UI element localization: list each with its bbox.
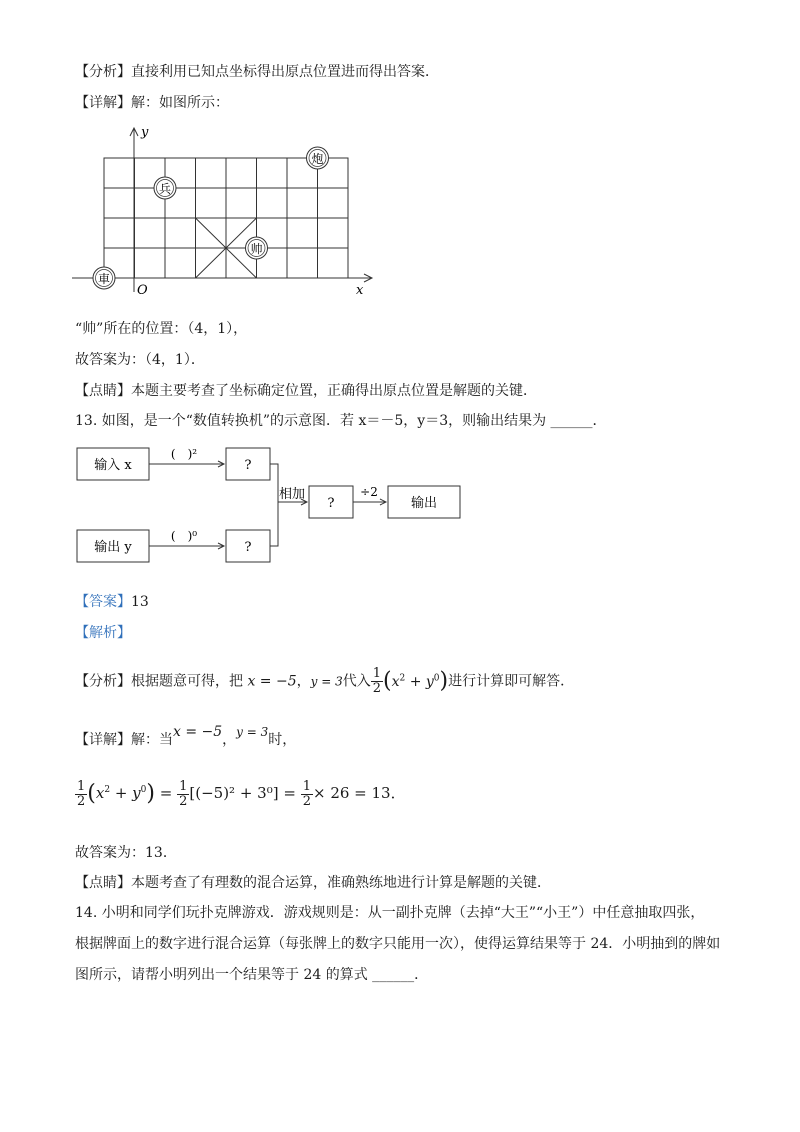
analysis-pre: 【分析】根据题意可得，把 [75, 673, 243, 690]
number-machine-diagram [0, 440, 800, 580]
x-axis-label: x [356, 283, 364, 298]
comment-text-12: 【点睛】本题主要考查了坐标确定位置，正确得出原点位置是解题的关键． [75, 383, 537, 399]
equation-13: $\frac{1}{2}$ $(x^2 + y^0)$ = $\frac{1}{2}$ [(−5)² + 3⁰] = $\frac{1}{2}$ × 26 = 13． [77, 778, 406, 809]
detail-text-12: 【详解】解：如图所示： [75, 95, 229, 111]
jiexi-tag-13: 【解析】 [75, 625, 131, 641]
output-label: 输出 [410, 496, 438, 511]
answer-text-12: 故答案为：（4，1）． [75, 352, 205, 368]
comment-13: 【点睛】本题考查了有理数的混合运算，准确熟练地进行计算是解题的关键． [75, 875, 551, 891]
chess-coordinate-figure [0, 120, 800, 330]
divide-label: ÷2 [360, 485, 378, 499]
analysis-sep: ， [296, 673, 311, 690]
detail-y: y = 3 [236, 725, 269, 739]
analysis-x: x = −5 [247, 673, 297, 690]
fraction-half: $\frac{1}{2}$ [372, 666, 382, 697]
answer-tag: 【答案】 [75, 594, 131, 610]
question-13-stem: 13. 如图，是一个“数值转换机”的示意图．若 x＝－5，y＝3，则输出结果为 ______． [75, 413, 607, 429]
zero-power-result-q: ? [244, 540, 252, 555]
answer-value: 13 [131, 594, 149, 610]
answer-13 [75, 592, 149, 612]
equation-tail: × 26 = 13 [312, 784, 391, 802]
add-label: 相加 [278, 487, 306, 502]
detail-post: 时， [268, 732, 297, 748]
y-axis-label: y [141, 125, 149, 140]
analysis-13: 【分析】根据题意可得，把 x = −5，y = 3代入 $\frac{1}{2}$ $(x^2 + y^0)$进行计算即可解答． [75, 666, 575, 697]
svg-text:車: 車 [97, 272, 111, 286]
svg-text:帅: 帅 [250, 242, 263, 256]
detail-pre: 【详解】解：当 [75, 732, 173, 748]
piece-che [93, 267, 115, 289]
input-y-label: 输出 y [94, 540, 132, 555]
question-14-line-1: 14. 小明和同学们玩扑克牌游戏．游戏规则是：从一副扑克牌（去掉“大王”“小王”）中任意抽取四张， [75, 905, 705, 921]
analysis-y: y = 3 [310, 674, 343, 689]
zero-power-op-label: ( )⁰ [170, 529, 198, 543]
sum-result-q: ? [327, 496, 335, 511]
svg-text:炮: 炮 [311, 152, 324, 166]
piece-bing [154, 177, 176, 199]
piece-shuai [246, 237, 268, 259]
square-result-q: ? [244, 458, 252, 473]
piece-pao [307, 147, 329, 169]
analysis-mid: 代入 [342, 673, 371, 690]
position-text-12: “帅”所在的位置：（4，1）， [75, 321, 248, 337]
svg-text:兵: 兵 [158, 182, 172, 196]
question-14-line-2: 根据牌面上的数字进行混合运算（每张牌上的数字只能用一次），使得运算结果等于 24．小明抽到的牌如 [75, 936, 721, 952]
answer-line-13: 故答案为：13． [75, 845, 177, 861]
equation-middle: [(−5)² + 3⁰] [189, 784, 279, 802]
analysis-post: 进行计算即可解答． [448, 673, 575, 690]
origin-label: O [137, 283, 148, 298]
detail-13: 【详解】解：当x = −5，y = 3时， [75, 724, 297, 748]
input-x-label: 输入 x [94, 458, 132, 473]
analysis-text-12: 【分析】直接利用已知点坐标得出原点位置进而得出答案． [75, 64, 439, 80]
board-grid [104, 158, 348, 278]
detail-x: x = −5 [173, 724, 223, 740]
square-op-label: ( )² [170, 447, 198, 461]
question-14-line-3: 图所示，请帮小明列出一个结果等于 24 的算式 ______． [75, 967, 429, 983]
